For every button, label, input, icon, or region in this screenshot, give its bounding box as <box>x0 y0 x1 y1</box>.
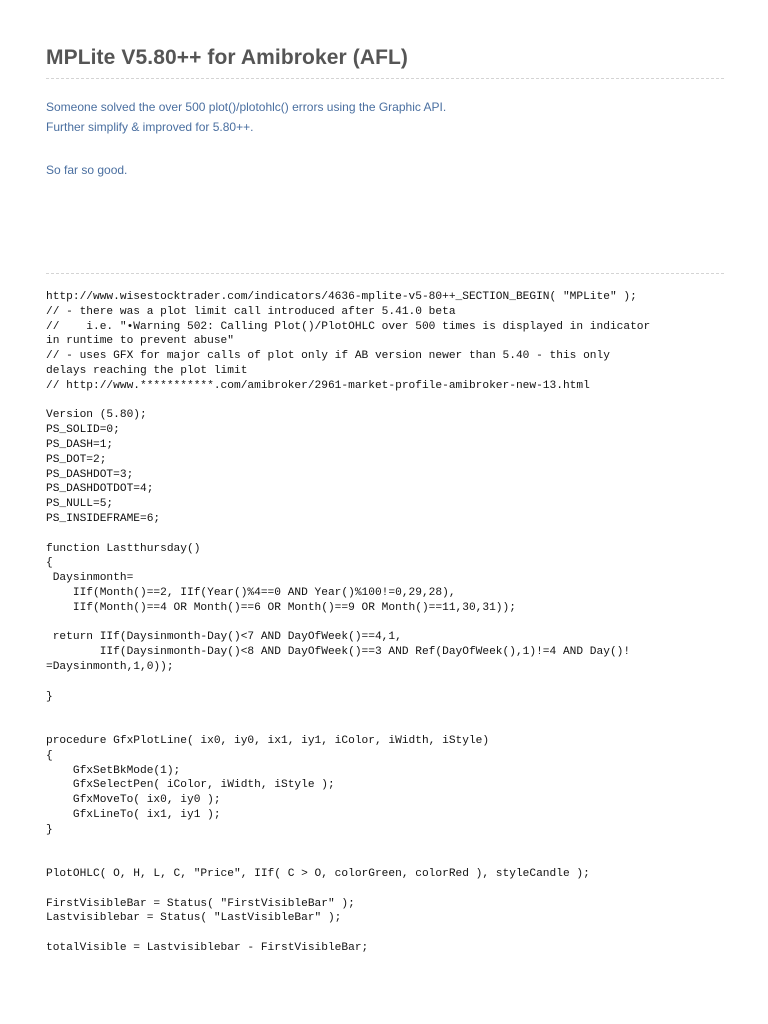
code-divider <box>46 273 724 274</box>
intro-line-3: So far so good. <box>46 163 128 177</box>
intro-line-1: Someone solved the over 500 plot()/plotohlc() errors using the Graphic API. <box>46 100 447 114</box>
title-divider <box>46 78 724 79</box>
intro-text <box>46 97 724 180</box>
code-block: http://www.wisestocktrader.com/indicators/4636-mplite-v5-80++_SECTION_BEGIN( "MPLite" ); // - there was a plot limit call introduced after 5.41.0 beta // i.e. "•Warning 502: Calling Plot()/PlotOHLC over 500 times is displayed in indicator in runtime to prevent abuse" // - uses GFX for major calls of plot only if AB version newer than 5.40 - this only delays reaching the plot limit // http://www.***********.com/amibroker/2961-market-profile-amibroker-new-13.html Version (5.80); PS_SOLID=0; PS_DASH=1; PS_DOT=2; PS_DASHDOT=3; PS_DASHDOTDOT=4; PS_NULL=5; PS_INSIDEFRAME=6; function Lastthursday() { Daysinmonth= IIf(Month()==2, IIf(Year()%4==0 AND Year()%100!=0,29,28), IIf(Month()==4 OR Month()==6 OR Month()==9 OR Month()==11,30,31)); return IIf(Daysinmonth-Day()<7 AND DayOfWeek()==4,1, IIf(Daysinmonth-Day()<8 AND DayOfWeek()==3 AND Ref(DayOfWeek(),1)!=4 AND Day()! =Daysinmonth,1,0)); } procedure GfxPlotLine( ix0, iy0, ix1, iy1, iColor, iWidth, iStyle) { GfxSetBkMode(1); GfxSelectPen( iColor, iWidth, iStyle ); GfxMoveTo( ix0, iy0 ); GfxLineTo( ix1, iy1 ); } PlotOHLC( O, H, L, C, "Price", IIf( C > O, colorGreen, colorRed ), styleCandle ); FirstVisibleBar = Status( "FirstVisibleBar" ); Lastvisiblebar = Status( "LastVisibleBar" ); totalVisible = Lastvisiblebar - FirstVisibleBar; <box>46 291 651 955</box>
page-title: MPLite V5.80++ for Amibroker (AFL) <box>46 46 409 69</box>
intro-line-2: Further simplify & improved for 5.80++. <box>46 120 254 134</box>
